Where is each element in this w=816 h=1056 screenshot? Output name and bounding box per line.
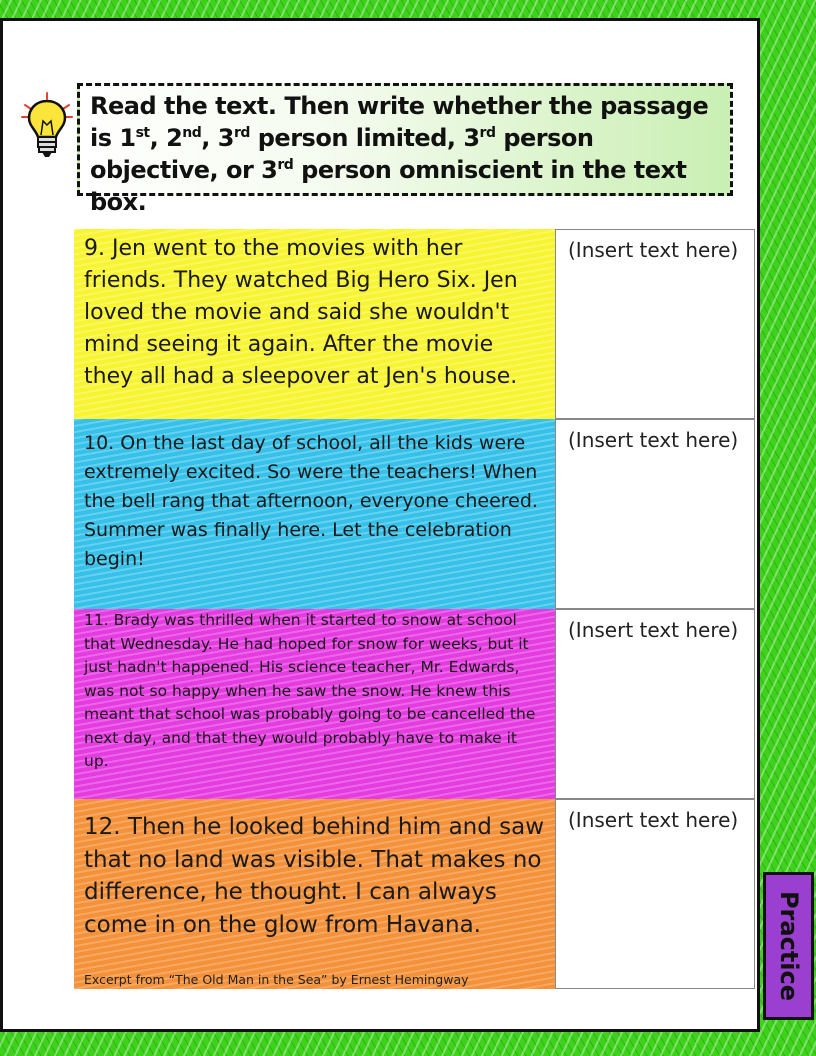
instructions-box (77, 83, 733, 216)
practice-tab-label: Practice (774, 890, 803, 1002)
passage-12-text: 12. Then he looked behind him and saw that no land was visible. That makes no difference, he thought. I can always come in on the glow from Havana. (84, 814, 545, 938)
passage-10: 10. On the last day of school, all the kids were extremely excited. So were the teachers! When the bell rang that afternoon, everyone cheered. Summer was finally here. Let the celebration begin! (74, 419, 555, 609)
passage-11: 11. Brady was thrilled when it started to snow at school that Wednesday. He had hoped for snow for weeks, but it just hadn't happened. His science teacher, Mr. Edwards, was not so happy when he saw the snow. He knew this meant that school was probably going to be cancelled the next day, and that they would probably have to make it up. (74, 609, 555, 799)
passage-9: 9. Jen went to the movies with her friends. They watched Big Hero Six. Jen loved the movie and said she wouldn't mind seeing it again. After the movie they all had a sleepover at Jen's house. (74, 229, 555, 419)
answer-box-9[interactable]: (Insert text here) (555, 229, 755, 419)
practice-table (74, 229, 755, 989)
table-row (74, 609, 755, 799)
table-row (74, 419, 755, 609)
answer-box-10[interactable]: (Insert text here) (555, 419, 755, 609)
instructions-text: Read the text. Then write whether the passage is 1st, 2nd, 3rd person limited, 3rd person objective, or 3rd person omniscient in the text box. (90, 92, 709, 216)
passage-12 (74, 799, 555, 989)
table-row (74, 229, 755, 419)
practice-tab (763, 872, 814, 1020)
answer-box-12[interactable]: (Insert text here) (555, 799, 755, 989)
excerpt-citation: Excerpt from “The Old Man in the Sea” by Ernest Hemingway (84, 972, 469, 987)
lightbulb-icon (19, 91, 75, 161)
answer-box-11[interactable]: (Insert text here) (555, 609, 755, 799)
table-row (74, 799, 755, 989)
worksheet-page (0, 18, 760, 1032)
